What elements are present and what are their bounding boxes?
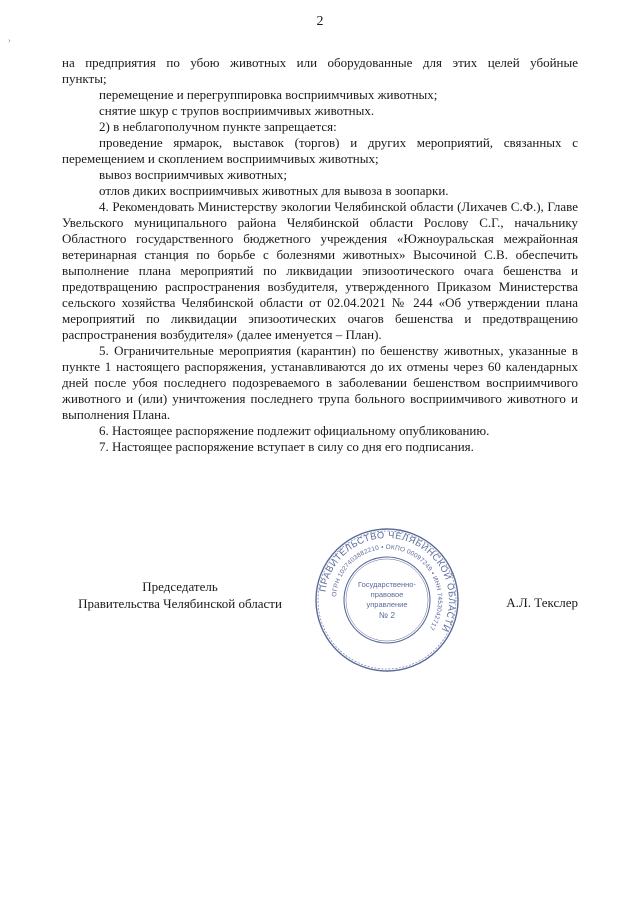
paragraph: перемещение и перегруппировка восприимчивых животных; [99, 87, 438, 102]
paragraph: на предприятия по убою животных или оборудованные для этих целей убойные [62, 55, 578, 70]
paragraph: 2) в неблагополучном пункте запрещается: [99, 119, 337, 134]
seal-center-line: № 2 [378, 610, 396, 620]
signatory-title-line: Правительства Челябинской области [78, 596, 282, 611]
document-body [62, 55, 578, 455]
seal-outer-text: ПРАВИТЕЛЬСТВО ЧЕЛЯБИНСКОЙ ОБЛАСТИ [317, 529, 458, 634]
paragraph: 4. Рекомендовать Министерству экологии Челябинской области (Лихачев С.Ф.), Главе Увельского муниципального района Челябинской области Рослову С.Г., начальнику Областного государственного бюджетного учреждения «Южноуральская межрайонная ветеринарная станция по борьбе с болезнями животных» Высочиной С.В. обеспечить выполнение плана мероприятий по ликвидации эпизоотического очага бешенства и предотвращению распространения возбудителя, утвержденного Приказом Министерства сельского хозяйства Челябинской области от 02.04.2021 № 244 «Об утверждении плана мероприятий по ликвидации эпизоотических очагов бешенства и предотвращению распространения возбудителя» (далее именуется – План). [62, 199, 578, 342]
signatory-name: А.Л. Текслер [506, 595, 578, 610]
paragraph: вывоз восприимчивых животных; [99, 167, 287, 182]
signatory-title-line: Председатель [142, 579, 218, 594]
page-number: 2 [316, 14, 324, 29]
signatory-title [62, 578, 298, 612]
paragraph: 5. Ограничительные мероприятия (карантин) по бешенству животных, указанные в пункте 1 настоящего распоряжения, устанавливаются до их отмены через 60 календарных дней после убоя последнего подозреваемого в заболевании бешенством восприимчивого животного и (или) уничтожения последнего трупа больного восприимчивого животного и выполнения Плана. [62, 343, 578, 422]
paragraph: 7. Настоящее распоряжение вступает в силу со дня его подписания. [99, 439, 474, 454]
seal-codes-text: ОГРН 1027403882210 • ОКПО 00097249 • ИНН 7453042717 [331, 543, 444, 632]
paragraph: проведение ярмарок, выставок (торгов) и других мероприятий, связанных с перемещением и скоплением восприимчивых животных; [62, 135, 578, 166]
seal-center-line: Государственно- [358, 580, 416, 589]
seal-center-line: управление [366, 600, 408, 609]
paragraph: 6. Настоящее распоряжение подлежит официальному опубликованию. [99, 423, 490, 438]
paragraph: снятие шкур с трупов восприимчивых животных. [99, 103, 375, 118]
seal-center-line: правовое [370, 590, 404, 599]
paragraph: пункты; [62, 71, 107, 86]
paragraph: отлов диких восприимчивых животных для вывоза в зоопарки. [99, 183, 449, 198]
scan-mark: › [8, 36, 11, 45]
official-seal-stamp [312, 525, 462, 675]
